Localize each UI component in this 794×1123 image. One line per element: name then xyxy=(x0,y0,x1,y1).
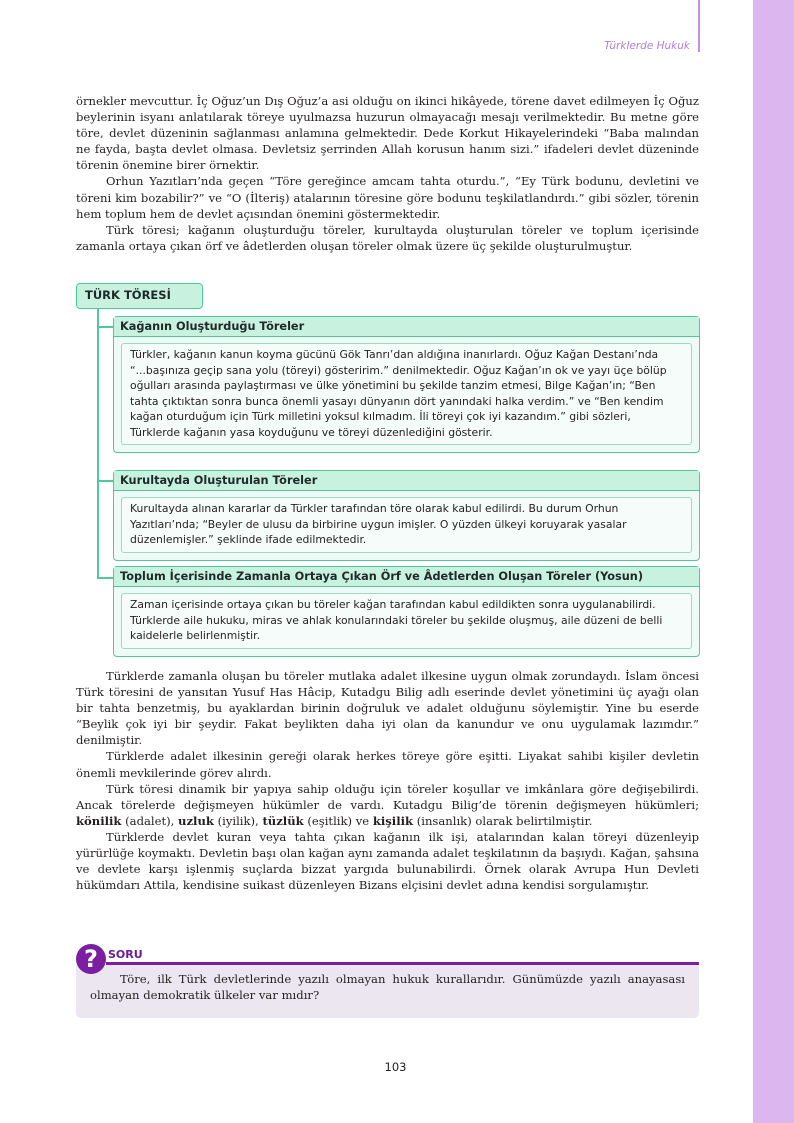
tore-box-kurultay xyxy=(113,470,700,561)
question-box xyxy=(76,940,699,1018)
question-text: Töre, ilk Türk devletlerinde yazılı olmayan hukuk kurallarıdır. Günümüzde yazılı anayasası olmayan demokratik ülkeler var mıdır? xyxy=(90,972,685,1003)
paragraph: Türklerde zamanla oluşan bu töreler mutlaka adalet ilkesine uygun olmak zorundaydı. İslam öncesi Türk töresini de yansıtan Yusuf Has Hâcip, Kutadgu Bilig adlı eserinde devlet yönetimini üç ayağı olan bir tahta benzetmiş, bu ayaklardan birinin doğruluk ve adalet olduğunu söylemiştir. Yine bu eserde “Beylik çok iyi bir şeydir. Fakat beylikten daha iyi olan da kanundur ve onu uygulamak lazımdır.” denilmiştir. xyxy=(76,669,699,748)
text-run: (eşitlik) ve xyxy=(303,813,373,828)
tore-box-heading: Kurultayda Oluşturulan Töreler xyxy=(114,471,699,491)
tree-branch xyxy=(97,577,113,579)
tree-branch xyxy=(97,326,113,328)
side-color-band xyxy=(753,0,794,1123)
lower-text xyxy=(76,668,699,893)
paragraph: Türk töresi; kağanın oluşturduğu töreler, kurultayda oluşturulan töreler ve toplum içerisinde zamanla ortaya çıkan örf ve âdetlerden oluşan töreler olmak üzere üç şekilde oluşturulmuştur. xyxy=(76,222,699,253)
paragraph: Türklerde devlet kuran veya tahta çıkan kağanın ilk işi, atalarından kalan töreyi düzenleyip yürürlüğe koymaktı. Devletin başı olan kağan aynı zamanda adalet teşkilatının da başıydı. Kağan, şahsına ve devlete karşı işlenmiş suçlarda bizzat yargıda bulunabilirdi. Örnek olarak Avrupa Hun Devleti hükümdarı Attila, kendisine suikast düzenleyen Bizans elçisini devlet adına kendisi sorgulamıştır. xyxy=(76,829,699,893)
question-mark-icon: ? xyxy=(76,944,106,974)
running-title: Türklerde Hukuk xyxy=(604,40,690,52)
paragraph: Türklerde adalet ilkesinin gereği olarak herkes töreye göre eşitti. Liyakat sahibi kişiler devletin önemli mevkilerinde görev alırdı. xyxy=(76,749,699,780)
tore-diagram-title: TÜRK TÖRESİ xyxy=(76,283,203,309)
tree-branch xyxy=(97,480,113,482)
text-run: (iyilik), xyxy=(213,813,263,828)
question-label: SORU xyxy=(108,948,143,961)
tore-box-text: Türkler, kağanın kanun koyma gücünü Gök Tanrı’dan aldığına inanırlardı. Oğuz Kağan Destanı’nda “...başınıza geçip sana yolu (töreyi) gösteririm.” denilmektedir. Oğuz Kağan’ın ok ve yayı üçe bölüp oğulları arasında paylaştırması ve ülke yönetimini bu şekilde tanzim etmesi, Bilge Kağan’ın; “Ben tahta çıktıktan sonra bunca önemli yasayı dünyanın dört yanındaki halka verdim.” ve “Ben kendim kağan oturduğum için Türk milletini yoksul kılmadım. İli töreyi çok iyi kazandım.” gibi sözleri, Türklerde kağanın yasa koyduğunu ve töreyi düzenlediğini gösterir. xyxy=(121,343,692,445)
text-run: (insanlık) olarak belirtilmiştir. xyxy=(413,813,593,828)
tore-box-text: Zaman içerisinde ortaya çıkan bu töreler kağan tarafından kabul edildikten sonra uygulanabilirdi. Türklerde aile hukuku, miras ve ahlak konularındaki töreler bu şekilde oluşmuş, aile düzeni de belli kaidelerle belirlenmiştir. xyxy=(121,593,692,649)
text-run: Türk töresi dinamik bir yapıya sahip olduğu için töreler koşullar ve imkânlara göre değişebilirdi. Ancak törelerde değişmeyen hükümler de vardı. Kutadgu Bilig’de törenin değişmeyen hükümleri; xyxy=(76,781,699,812)
paragraph: örnekler mevcuttur. İç Oğuz’un Dış Oğuz’a asi olduğu on ikinci hikâyede, törene davet edilmeyen İç Oğuz beylerinin isyanı anlatılarak töreye uyulmazsa huzurun olmayacağı mesajı verilmektedir. Bu metne göre töre, devlet düzeninin sağlanması anlamına gelmektedir. Dede Korkut Hikayelerindeki “Baba malından ne fayda, başta devlet olmasa. Devletsiz şerrinden Allah korusun hanım sizi.” ifadeleri devlet düzeninde törenin önemine birer örnektir. xyxy=(76,94,699,173)
term-konilik: könilik xyxy=(76,813,122,828)
tore-box-text: Kurultayda alınan kararlar da Türkler tarafından töre olarak kabul edilirdi. Bu durum Orhun Yazıtları’nda; “Beyler de ulusu da birbirine uygun imişler. O yüzden ülkeyi koruyarak yasalar düzenlemişler.” şeklinde ifade edilmektedir. xyxy=(121,497,692,553)
tore-box-kagan xyxy=(113,316,700,453)
tore-box-heading: Kağanın Oluşturduğu Töreler xyxy=(114,317,699,337)
term-uzluk: uzluk xyxy=(178,813,214,828)
term-tuzluk: tüzlük xyxy=(262,813,304,828)
tree-connector xyxy=(97,309,99,579)
tore-box-heading: Toplum İçerisinde Zamanla Ortaya Çıkan Örf ve Âdetlerden Oluşan Töreler (Yosun) xyxy=(114,567,699,587)
question-body xyxy=(76,965,699,1018)
tore-box-yosun xyxy=(113,566,700,657)
paragraph: Orhun Yazıtları’nda geçen “Töre gereğince amcam tahta oturdu.”, “Ey Türk bodunu, devletini ve töreni kim bozabilir?” ve “O (İlteriş) atalarının töresine göre bodunu teşkilatlandırdı.” gibi sözler, törenin hem toplum hem de devlet açısından önemini göstermektedir. xyxy=(76,174,699,221)
term-kisilik: kişilik xyxy=(372,813,414,828)
intro-text xyxy=(76,93,699,254)
text-run: (adalet), xyxy=(121,813,179,828)
header-rule xyxy=(698,0,700,52)
paragraph xyxy=(76,781,699,829)
page-number: 103 xyxy=(384,1060,407,1074)
